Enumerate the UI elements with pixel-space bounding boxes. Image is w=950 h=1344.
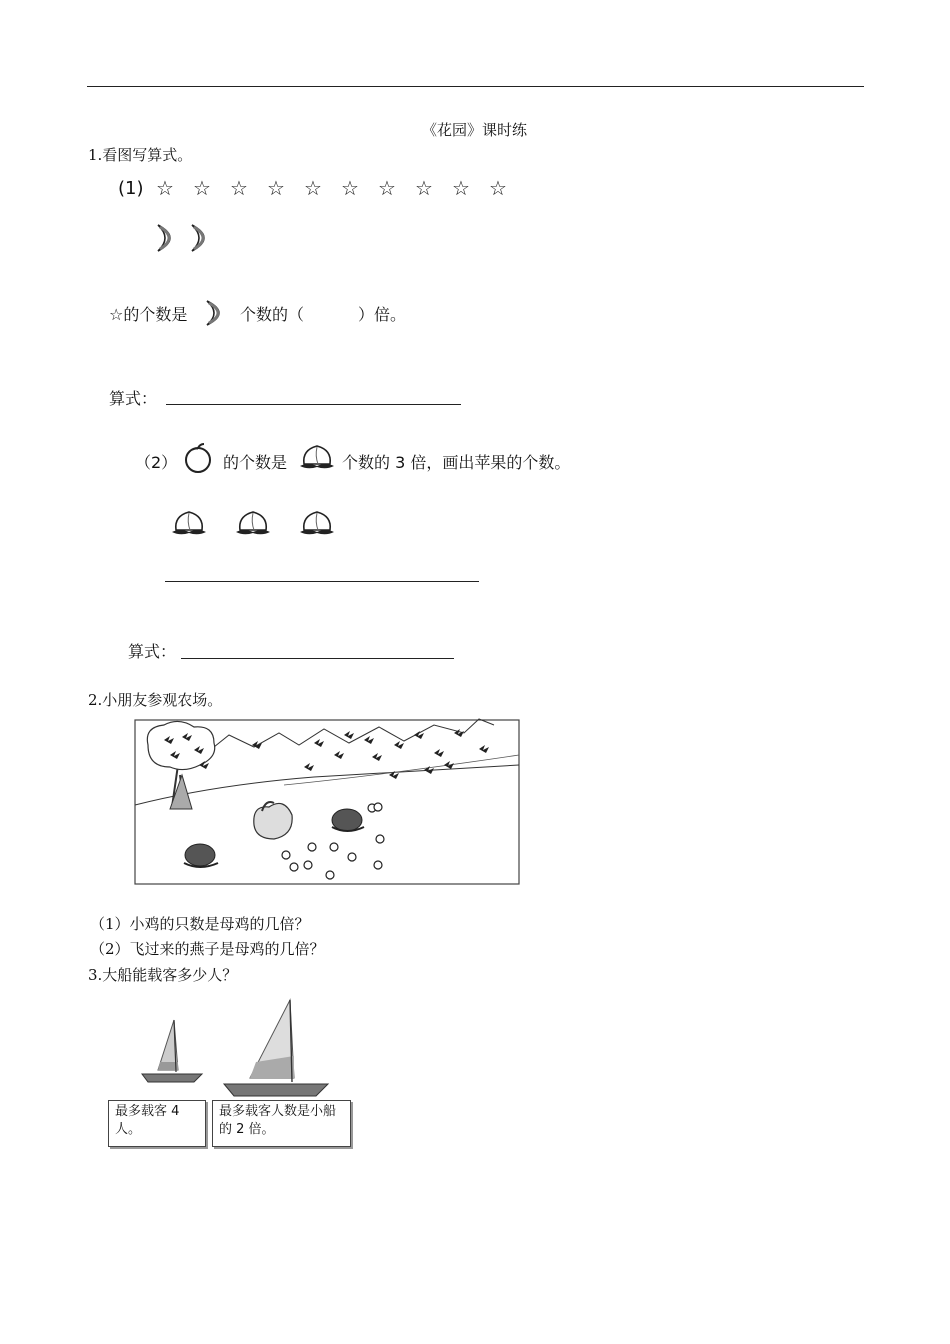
star-icon: ☆ bbox=[489, 176, 507, 200]
formula-label-2: 算式： bbox=[128, 642, 177, 661]
star-row bbox=[156, 176, 536, 200]
q1-sentence-b: 个数的（ bbox=[240, 305, 305, 324]
formula-answer-line[interactable] bbox=[166, 404, 461, 405]
q1-part2-a: 的个数是 bbox=[223, 453, 288, 472]
moon-icon bbox=[158, 225, 170, 251]
farm-picture bbox=[134, 715, 522, 887]
star-icon: ☆ bbox=[341, 176, 359, 200]
star-icon: ☆ bbox=[415, 176, 433, 200]
q1-heading: 1.看图写算式。 bbox=[88, 146, 193, 164]
q1-sentence-a: ☆的个数是 bbox=[109, 305, 188, 324]
page-title: 《花园》课时练 bbox=[422, 121, 528, 139]
star-icon: ☆ bbox=[452, 176, 470, 200]
star-icon: ☆ bbox=[378, 176, 396, 200]
q1-sentence-c: ）倍。 bbox=[358, 305, 407, 324]
star-icon: ☆ bbox=[267, 176, 285, 200]
star-icon: ☆ bbox=[304, 176, 322, 200]
small-boat-caption: 最多载客 4 人。 bbox=[108, 1100, 206, 1147]
q2-heading: 2.小朋友参观农场。 bbox=[88, 691, 223, 709]
apple-icon bbox=[182, 442, 214, 474]
moon-row bbox=[154, 222, 224, 254]
drawing-answer-line[interactable] bbox=[165, 581, 479, 582]
peach-icon bbox=[236, 512, 270, 534]
small-boat-image bbox=[138, 1018, 206, 1088]
moon-icon bbox=[192, 225, 204, 251]
header-rule bbox=[87, 86, 864, 87]
formula-answer-line-2[interactable] bbox=[181, 658, 454, 659]
peach-icon bbox=[298, 442, 336, 472]
star-icon: ☆ bbox=[230, 176, 248, 200]
q2-sub2: （2）飞过来的燕子是母鸡的几倍？ bbox=[90, 940, 325, 958]
moon-icon bbox=[203, 298, 233, 328]
q3-heading: 3.大船能载客多少人？ bbox=[88, 966, 238, 984]
q1-part2-label: （2） bbox=[135, 453, 178, 472]
peach-icon bbox=[172, 512, 206, 534]
star-icon: ☆ bbox=[156, 176, 174, 200]
big-boat-caption: 最多载客人数是小船的 2 倍。 bbox=[212, 1100, 351, 1147]
q1-part1-label: (1) bbox=[118, 178, 144, 199]
star-icon: ☆ bbox=[193, 176, 211, 200]
peach-icon bbox=[300, 512, 334, 534]
formula-label: 算式： bbox=[109, 389, 158, 408]
peach-row bbox=[170, 508, 345, 540]
big-boat-image bbox=[216, 996, 334, 1100]
q2-sub1: （1）小鸡的只数是母鸡的几倍？ bbox=[90, 915, 310, 933]
q1-part2-b: 个数的 3 倍，画出苹果的个数。 bbox=[342, 453, 571, 472]
